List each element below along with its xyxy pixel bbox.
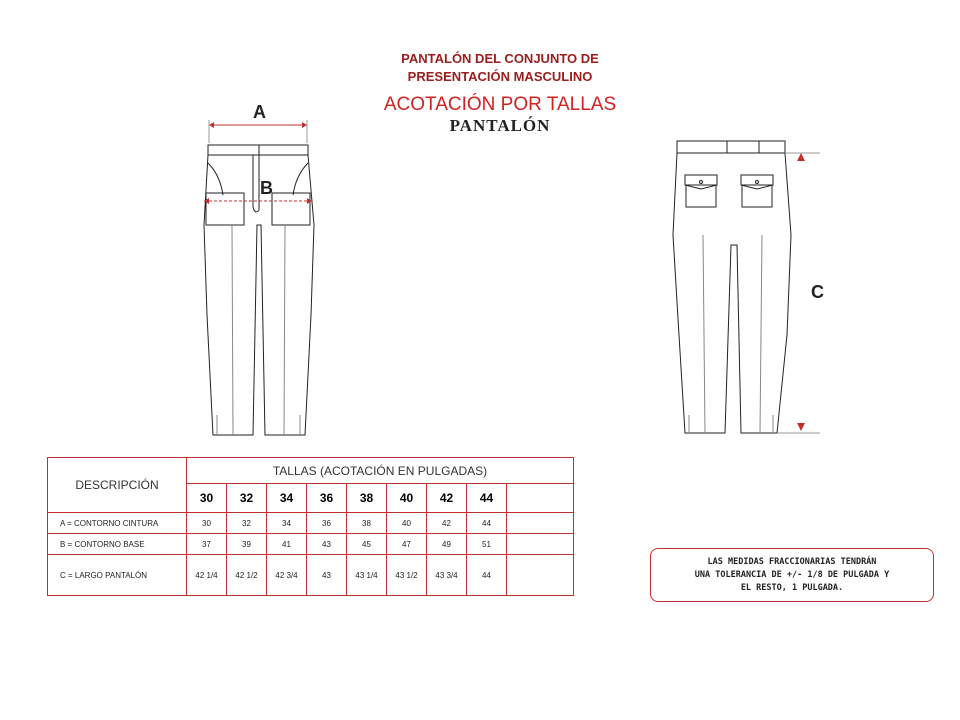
description-header: DESCRIPCIÓN: [48, 458, 187, 513]
dimension-label-c: C: [811, 282, 824, 302]
size-measurement-table: [47, 457, 574, 596]
back-view-drawing: [665, 135, 825, 440]
empty-cell: [507, 555, 574, 596]
value-cell: 43: [307, 555, 347, 596]
value-cell: 42: [427, 513, 467, 534]
empty-cell: [507, 534, 574, 555]
garment-name: PANTALÓN: [449, 116, 551, 135]
value-cell: 45: [347, 534, 387, 555]
value-cell: 42 3/4: [267, 555, 307, 596]
row-label: A = CONTORNO CINTURA: [48, 513, 187, 534]
dimension-label-b: B: [260, 178, 273, 198]
value-cell: 40: [387, 513, 427, 534]
front-view-drawing: [195, 115, 325, 445]
value-cell: 36: [307, 513, 347, 534]
note-line-1: LAS MEDIDAS FRACCIONARIAS TENDRÁN: [707, 557, 877, 567]
document-title: [300, 50, 700, 86]
title-line-2: PRESENTACIÓN MASCULINO: [407, 69, 593, 84]
value-cell: 41: [267, 534, 307, 555]
value-cell: 43 1/2: [387, 555, 427, 596]
title-line-1: PANTALÓN DEL CONJUNTO DE: [401, 51, 599, 66]
note-line-3: EL RESTO, 1 PULGADA.: [740, 583, 844, 593]
size-cell: 40: [387, 484, 427, 513]
dimension-label-a: A: [253, 102, 266, 122]
row-label: B = CONTORNO BASE: [48, 534, 187, 555]
table-row: [48, 534, 574, 555]
value-cell: 39: [227, 534, 267, 555]
table-row: [48, 513, 574, 534]
value-cell: 43: [307, 534, 347, 555]
value-cell: 38: [347, 513, 387, 534]
table-row: [48, 555, 574, 596]
subtitle: ACOTACIÓN POR TALLAS: [383, 94, 617, 115]
size-cell: 44: [467, 484, 507, 513]
value-cell: 47: [387, 534, 427, 555]
size-cell: 32: [227, 484, 267, 513]
note-line-2: UNA TOLERANCIA DE +/- 1/8 DE PULGADA Y: [694, 570, 890, 580]
value-cell: 32: [227, 513, 267, 534]
value-cell: 43 1/4: [347, 555, 387, 596]
value-cell: 43 3/4: [427, 555, 467, 596]
empty-cell: [507, 513, 574, 534]
empty-cell: [507, 484, 574, 513]
size-cell: 34: [267, 484, 307, 513]
sizes-header: TALLAS (ACOTACIÓN EN PULGADAS): [187, 458, 574, 484]
value-cell: 51: [467, 534, 507, 555]
size-cell: 36: [307, 484, 347, 513]
value-cell: 42 1/4: [187, 555, 227, 596]
size-cell: 38: [347, 484, 387, 513]
tolerance-note: [650, 548, 934, 602]
value-cell: 44: [467, 513, 507, 534]
value-cell: 42 1/2: [227, 555, 267, 596]
size-cell: 42: [427, 484, 467, 513]
value-cell: 37: [187, 534, 227, 555]
row-label: C = LARGO PANTALÓN: [48, 555, 187, 596]
value-cell: 44: [467, 555, 507, 596]
value-cell: 49: [427, 534, 467, 555]
value-cell: 34: [267, 513, 307, 534]
size-cell: 30: [187, 484, 227, 513]
value-cell: 30: [187, 513, 227, 534]
